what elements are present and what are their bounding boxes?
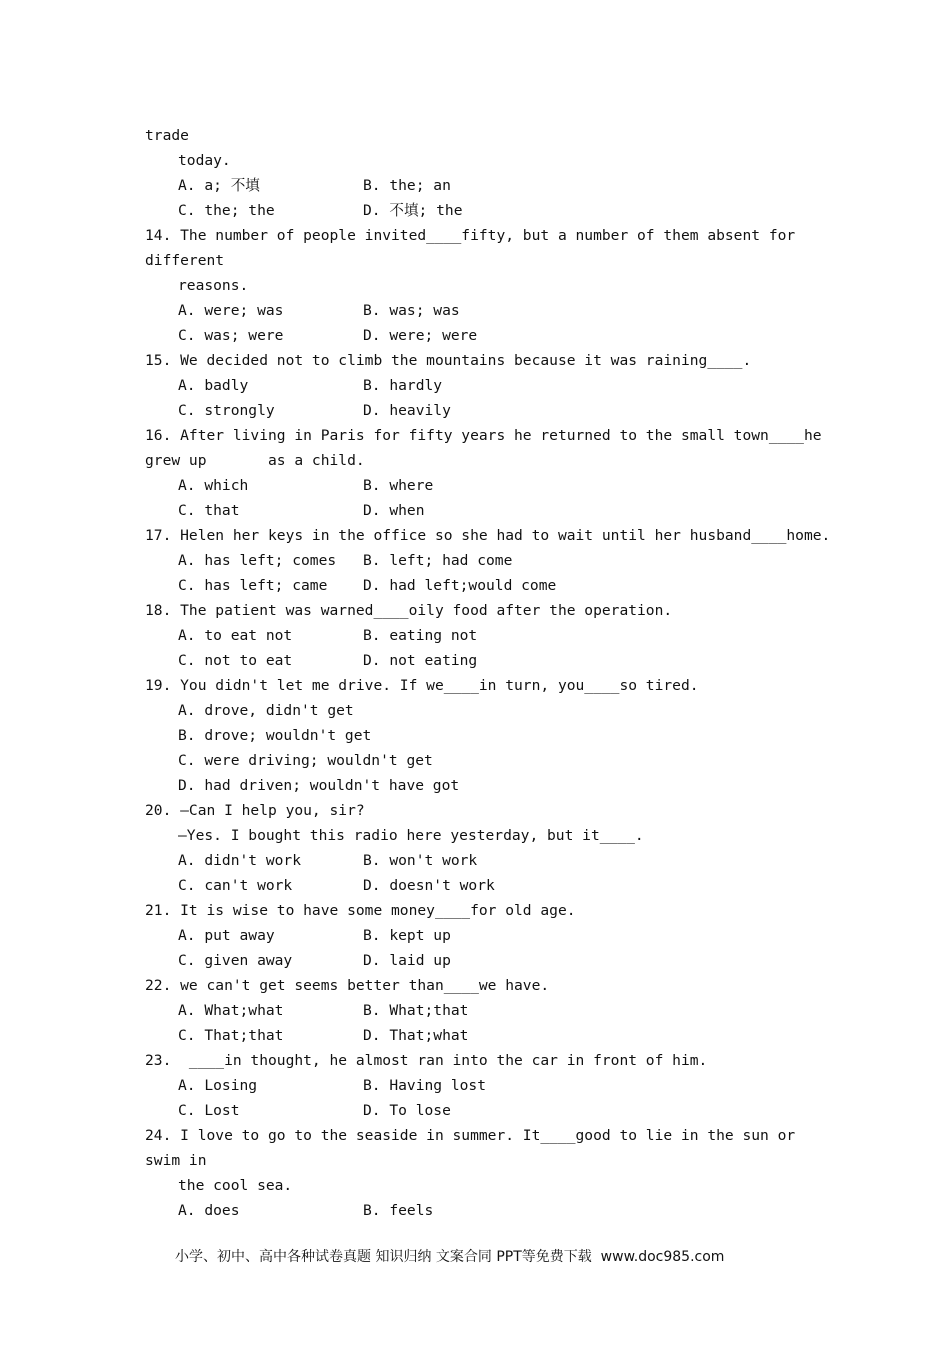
answer-options-row	[145, 648, 825, 673]
answer-options-row	[145, 1198, 825, 1223]
question-text-line: grew up as a child.	[145, 452, 365, 469]
answer-options-row	[145, 198, 825, 223]
question-stem: 22. we can't get seems better than____we have.	[145, 977, 550, 994]
answer-option: C. the; the	[178, 202, 275, 219]
question-text-line: the cool sea.	[178, 1177, 293, 1194]
question-text-line: C. were driving; wouldn't get	[178, 752, 433, 769]
answer-options-row	[145, 473, 825, 498]
answer-option: D. not eating	[363, 652, 478, 669]
question-text-line: —Yes. I bought this radio here yesterday, but it____.	[178, 827, 644, 844]
question-stem: 20. —Can I help you, sir?	[145, 802, 365, 819]
answer-options-row	[145, 323, 825, 348]
answer-option: A. badly	[178, 377, 249, 394]
exam-question-body	[145, 123, 831, 1223]
answer-options-row	[145, 1023, 825, 1048]
answer-options-row	[145, 573, 825, 598]
answer-option: D. laid up	[363, 952, 451, 969]
answer-options-row	[145, 548, 825, 573]
answer-options-row	[145, 1073, 825, 1098]
answer-option: B. kept up	[363, 927, 451, 944]
answer-options-row	[145, 873, 825, 898]
question-stem: 24. I love to go to the seaside in summer. It____good to lie in the sun or	[145, 1127, 796, 1144]
question-stem: 23. ____in thought, he almost ran into the car in front of him.	[145, 1052, 708, 1069]
answer-option: C. given away	[178, 952, 293, 969]
answer-option: B. What;that	[363, 1002, 469, 1019]
answer-option: A. does	[178, 1202, 240, 1219]
answer-option: C. strongly	[178, 402, 275, 419]
answer-option: B. eating not	[363, 627, 478, 644]
question-stem: 16. After living in Paris for fifty years he returned to the small town____he	[145, 427, 822, 444]
question-stem: 21. It is wise to have some money____for old age.	[145, 902, 576, 919]
page-footer: 小学、初中、高中各种试卷真题 知识归纳 文案合同 PPT等免费下载 www.doc985.com	[175, 1249, 725, 1265]
answer-option: B. hardly	[363, 377, 443, 394]
answer-options-row	[145, 173, 825, 198]
answer-option: A. were; was	[178, 302, 284, 319]
answer-options-row	[145, 398, 825, 423]
answer-option: A. which	[178, 477, 249, 494]
answer-option: D. 不填; the	[363, 202, 463, 219]
answer-option: A. Losing	[178, 1077, 258, 1094]
answer-option: B. won't work	[363, 852, 478, 869]
answer-option: D. heavily	[363, 402, 451, 419]
answer-option: B. where	[363, 477, 434, 494]
answer-options-row	[145, 373, 825, 398]
answer-options-row	[145, 1098, 825, 1123]
answer-option: D. were; were	[363, 327, 478, 344]
answer-option: C. That;that	[178, 1027, 284, 1044]
answer-options-row	[145, 298, 825, 323]
answer-option: D. had left;would come	[363, 577, 557, 594]
answer-option: D. when	[363, 502, 425, 519]
question-stem: 18. The patient was warned____oily food after the operation.	[145, 602, 673, 619]
answer-option: A. has left; comes	[178, 552, 337, 569]
answer-option: A. a; 不填	[178, 177, 260, 194]
question-stem: 17. Helen her keys in the office so she had to wait until her husband____home.	[145, 527, 831, 544]
answer-option: C. Lost	[178, 1102, 240, 1119]
question-stem: 14. The number of people invited____fifty, but a number of them absent for	[145, 227, 796, 244]
answer-option: C. not to eat	[178, 652, 293, 669]
answer-options-row	[145, 923, 825, 948]
answer-option: A. put away	[178, 927, 275, 944]
answer-option: C. can't work	[178, 877, 293, 894]
answer-options-row	[145, 623, 825, 648]
answer-options-row	[145, 848, 825, 873]
answer-option: B. the; an	[363, 177, 451, 194]
question-text-line: B. drove; wouldn't get	[178, 727, 372, 744]
answer-options-row	[145, 998, 825, 1023]
answer-option: C. was; were	[178, 327, 284, 344]
question-text-line: today.	[178, 152, 231, 169]
question-text-line: D. had driven; wouldn't have got	[178, 777, 460, 794]
answer-option: B. was; was	[363, 302, 460, 319]
answer-options-row	[145, 498, 825, 523]
question-text-line: swim in	[145, 1152, 207, 1169]
answer-option: A. didn't work	[178, 852, 302, 869]
answer-option: C. that	[178, 502, 240, 519]
question-stem: 19. You didn't let me drive. If we____in turn, you____so tired.	[145, 677, 699, 694]
answer-option: A. to eat not	[178, 627, 293, 644]
answer-option: B. Having lost	[363, 1077, 487, 1094]
answer-options-row	[145, 948, 825, 973]
answer-option: A. What;what	[178, 1002, 284, 1019]
answer-option: C. has left; came	[178, 577, 328, 594]
question-stem: 15. We decided not to climb the mountains because it was raining____.	[145, 352, 752, 369]
question-text-line: different	[145, 252, 225, 269]
question-text-line: reasons.	[178, 277, 249, 294]
answer-option: D. To lose	[363, 1102, 451, 1119]
answer-option: D. That;what	[363, 1027, 469, 1044]
question-text-line: A. drove, didn't get	[178, 702, 354, 719]
question-text-line: trade	[145, 127, 189, 144]
answer-option: B. left; had come	[363, 552, 513, 569]
answer-option: D. doesn't work	[363, 877, 495, 894]
answer-option: B. feels	[363, 1202, 434, 1219]
